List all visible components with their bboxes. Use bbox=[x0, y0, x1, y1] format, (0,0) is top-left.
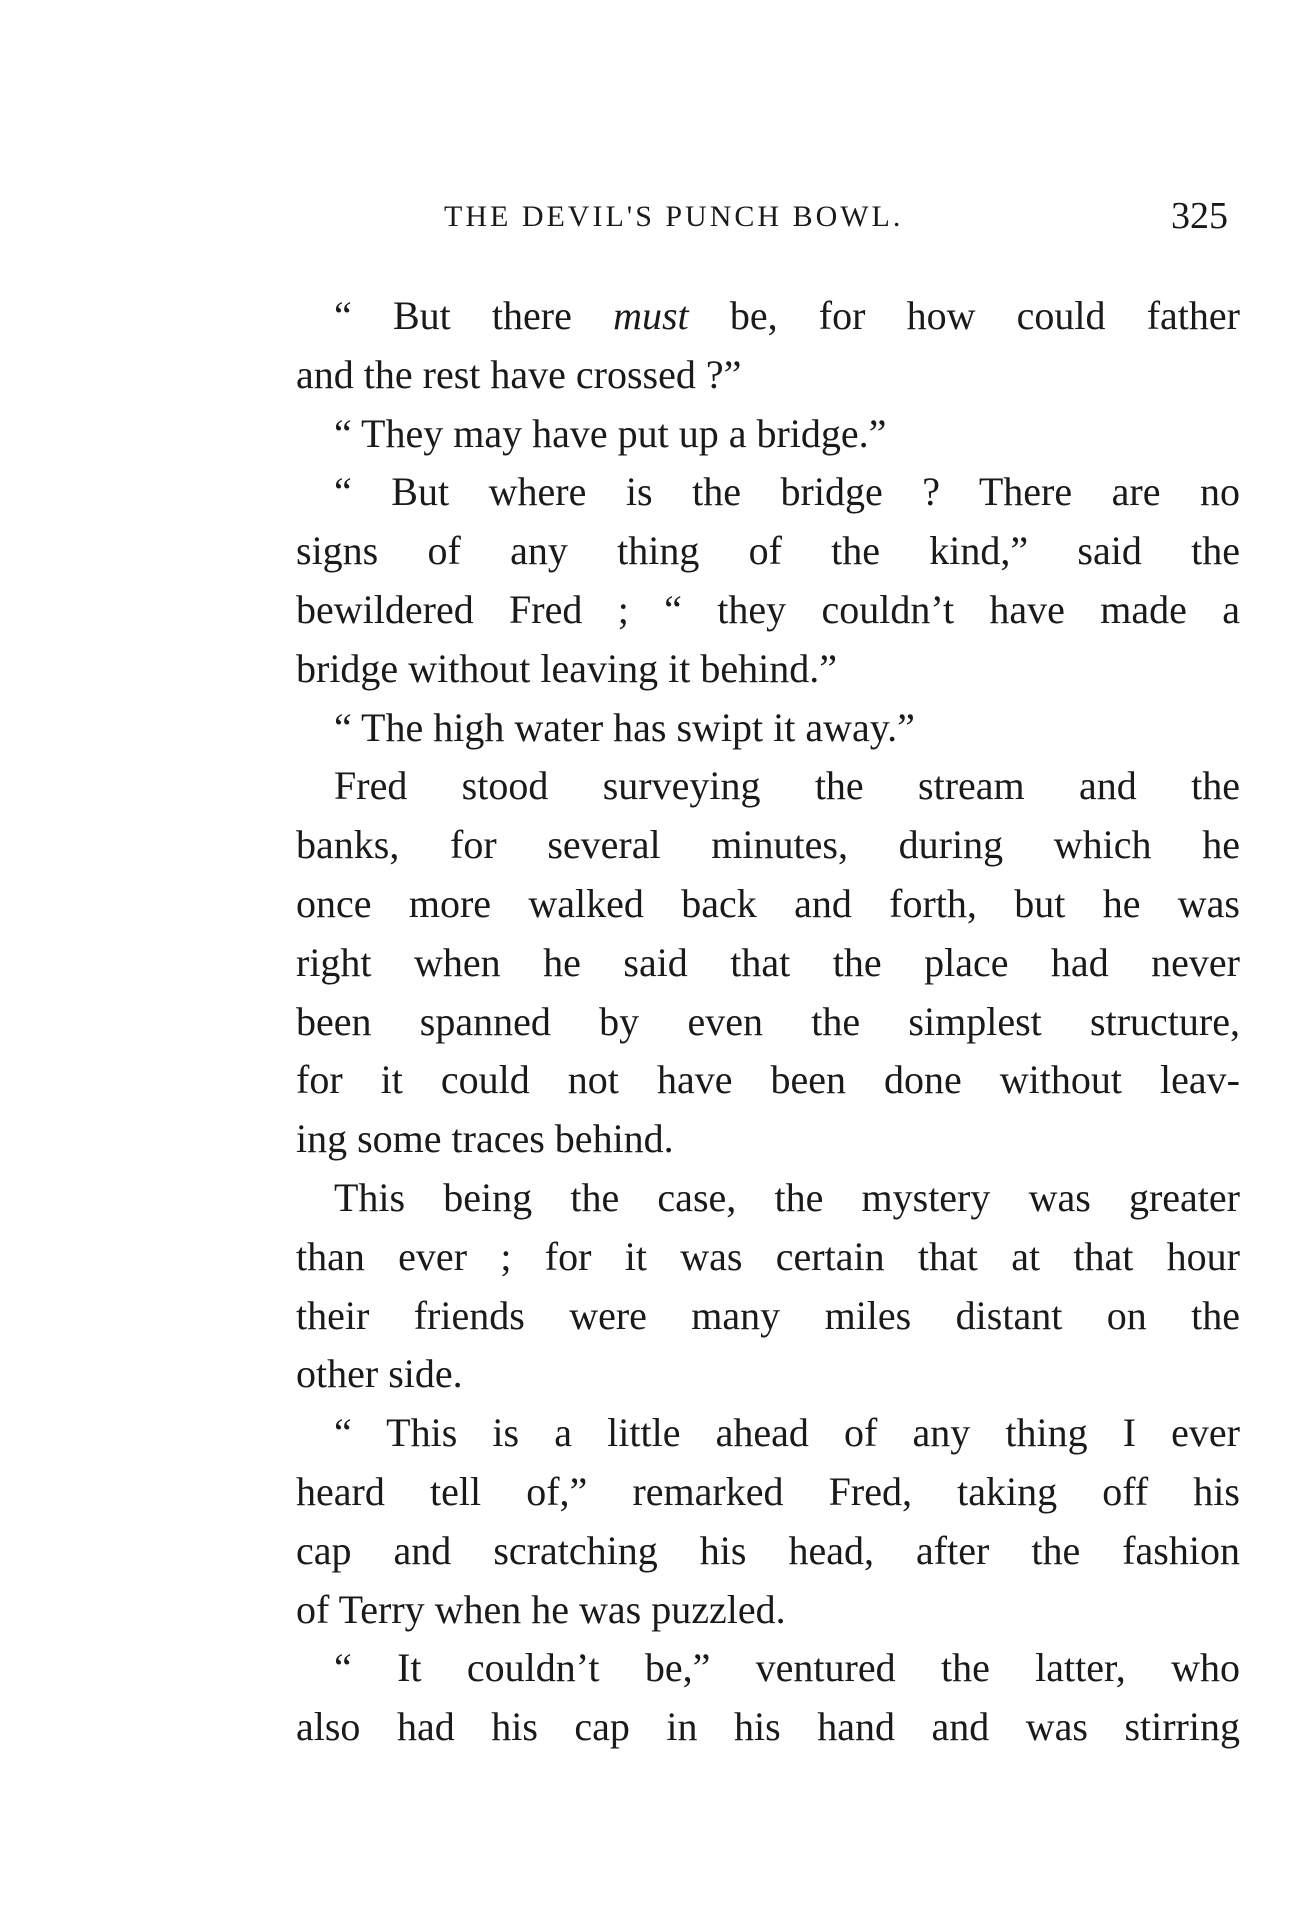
text-line: once more walked back and forth, but he was bbox=[296, 880, 1240, 926]
text-line: ing some traces behind. bbox=[296, 1116, 674, 1162]
text-line: and the rest have crossed ?” bbox=[296, 351, 742, 397]
text-line: “ This is a little ahead of any thing I ever bbox=[334, 1410, 1240, 1456]
text-line: bridge without leaving it behind.” bbox=[296, 645, 837, 691]
text-line: “ It couldn’t be,” ventured the latter, who bbox=[334, 1645, 1240, 1691]
text-line: banks, for several minutes, during which he bbox=[296, 822, 1240, 868]
text-line: bewildered Fred ; “ they couldn’t have made a bbox=[296, 586, 1240, 632]
text-line: than ever ; for it was certain that at that hour bbox=[296, 1233, 1240, 1279]
text-line: of Terry when he was puzzled. bbox=[296, 1586, 786, 1632]
text-line: This being the case, the mystery was greater bbox=[334, 1174, 1240, 1220]
page-number: 325 bbox=[1171, 195, 1228, 237]
text-line: other side. bbox=[296, 1351, 463, 1397]
body-text bbox=[296, 287, 1240, 1757]
text-line: heard tell of,” remarked Fred, taking off his bbox=[296, 1468, 1240, 1514]
text-line: “ They may have put up a bridge.” bbox=[334, 410, 887, 456]
text-line: Fred stood surveying the stream and the bbox=[334, 763, 1240, 809]
emphasis: must bbox=[613, 293, 689, 338]
text-line: also had his cap in his hand and was stirring bbox=[296, 1704, 1240, 1750]
text-line: signs of any thing of the kind,” said the bbox=[296, 528, 1240, 574]
text-line: “ But where is the bridge ? There are no bbox=[334, 469, 1240, 515]
text-line: been spanned by even the simplest structure, bbox=[296, 998, 1240, 1044]
running-head bbox=[296, 195, 1236, 240]
text-line: “ The high water has swipt it away.” bbox=[334, 704, 915, 750]
text-line: “ But there must be, for how could father bbox=[334, 293, 1240, 338]
running-title: THE DEVIL'S PUNCH BOWL. bbox=[444, 200, 904, 233]
text-line: cap and scratching his head, after the fashion bbox=[296, 1527, 1240, 1573]
text-line: right when he said that the place had never bbox=[296, 939, 1240, 985]
text-line: their friends were many miles distant on the bbox=[296, 1292, 1240, 1338]
text-line: for it could not have been done without leav- bbox=[296, 1057, 1240, 1103]
